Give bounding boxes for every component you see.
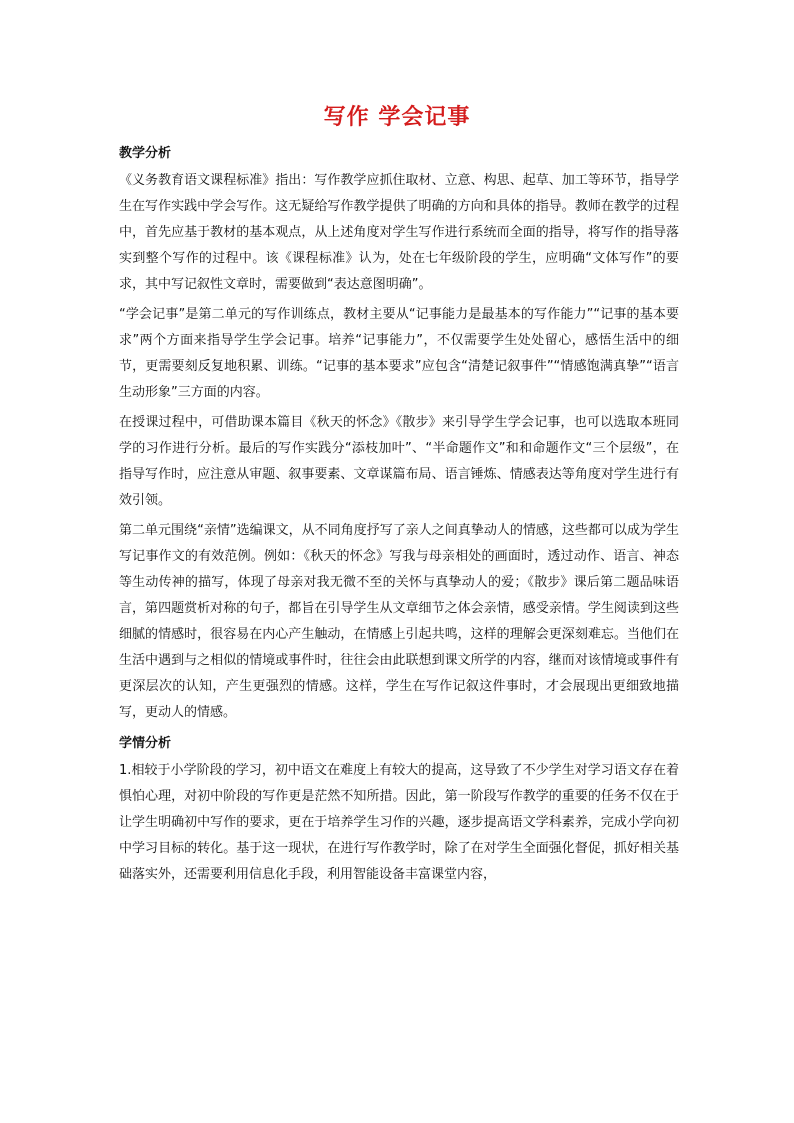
document-body — [119, 142, 679, 892]
paragraph: 1.相较于小学阶段的学习，初中语文在难度上有较大的提高，这导致了不少学生对学习语文存在着惧怕心理，对初中阶段的写作更是茫然不知所措。因此，第一阶段写作教学的重要的任务不仅在于让学生明确初中写作的要求，更在于培养学生习作的兴趣，逐步提高语文学科素养，完成小学向初中学习目标的转化。基于这一现状，在进行写作教学时，除了在对学生全面强化督促，抓好相关基础落实外，还需要利用信息化手段，利用智能设备丰富课堂内容， — [119, 763, 679, 882]
section-heading: 学情分析 — [119, 736, 172, 751]
paragraph: 第二单元围绕“亲情”选编课文，从不同角度抒写了亲人之间真挚动人的情感，这些都可以成为学生写记事作文的有效范例。例如：《秋天的怀念》写我与母亲相处的画面时，透过动作、语言、神态等生动传神的描写，体现了母亲对我无微不至的关怀与真挚动人的爱；《散步》课后第二题品味语言，第四题赏析对称的句子，都旨在引导学生从文章细节之体会亲情，感受亲情。学生阅读到这些细腻的情感时，很容易在内心产生触动，在情感上引起共鸣，这样的理解会更深刻难忘。当他们在生活中遇到与之相似的情境或事件时，往往会由此联想到课文所学的内容，继而对该情境或事件有更深层次的认知，产生更强烈的情感。这样，学生在写作记叙这件事时，才会展现出更细致地描写，更动人的情感。 — [119, 523, 679, 720]
section-heading: 教学分析 — [119, 146, 172, 161]
paragraph: 在授课过程中，可借助课本篇目《秋天的怀念》《散步》来引导学生学会记事，也可以选取本班同学的习作进行分析。最后的写作实践分“添枝加叶”、“半命题作文”和和命题作文“三个层级”，在指导写作时，应注意从审题、叙事要素、文章谋篇布局、语言锤炼、情感表达等角度对学生进行有效引领。 — [119, 415, 679, 508]
paragraph: “学会记事”是第二单元的写作训练点，教材主要从“记事能力是最基本的写作能力”“记事的基本要求”两个方面来指导学生学会记事。培养“记事能力”，不仅需要学生处处留心，感悟生活中的细节，更需要刻反复地积累、训练。“记事的基本要求”应包含“清楚记叙事件”“情感饱满真挚”“语言生动形象”三方面的内容。 — [119, 307, 679, 400]
document-title: 写作 学会记事 — [323, 105, 471, 130]
section-student-analysis — [119, 732, 679, 888]
paragraph: 《义务教育语文课程标准》指出：写作教学应抓住取材、立意、构思、起草、加工等环节，指导学生在写作实践中学会写作。这无疑给写作教学提供了明确的方向和具体的指导。教师在教学的过程中，首先应基于教材的基本观点，从上述角度对学生写作进行系统而全面的指导，将写作的指导落实到整个写作的过程中。该《课程标准》认为，处在七年级阶段的学生，应明确“文体写作”的要求，其中写记叙性文章时，需要做到“表达意图明确”。 — [119, 173, 679, 292]
section-teaching-analysis — [119, 142, 679, 726]
